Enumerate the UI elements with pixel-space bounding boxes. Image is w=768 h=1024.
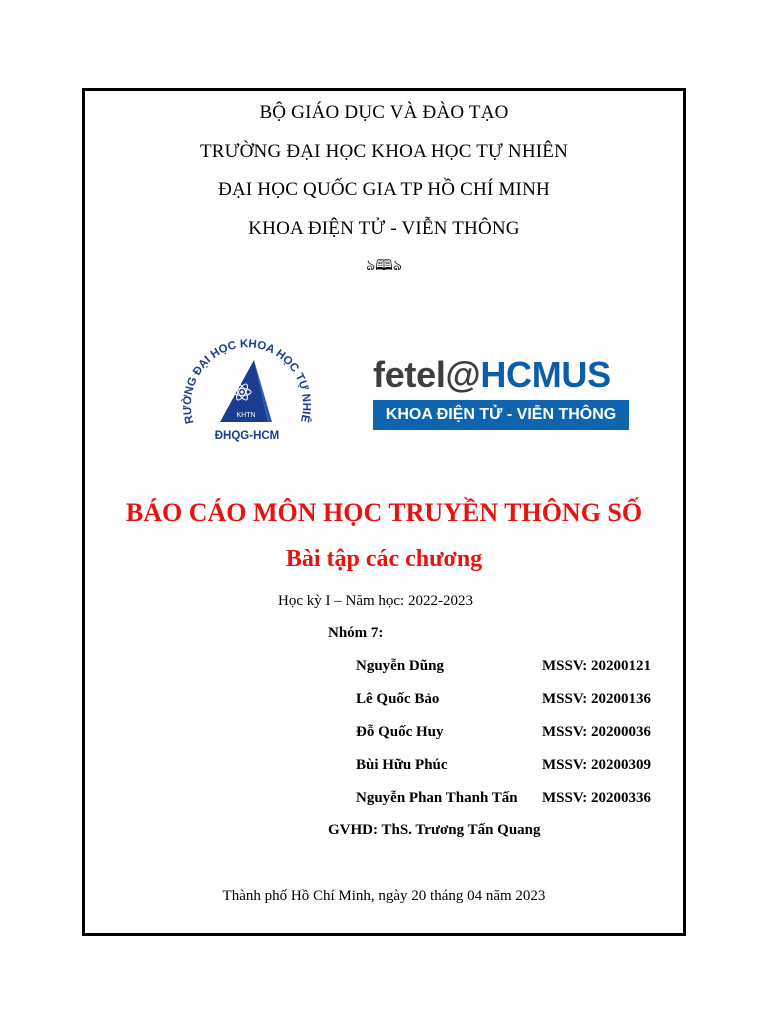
semester-line: Học kỳ I – Năm học: 2022-2023 (278, 593, 473, 609)
fetel-brand (373, 352, 611, 398)
member-name: Nguyễn Phan Thanh Tấn (356, 790, 518, 806)
university-arc-text: RƯỜNG ĐẠI HỌC KHOA HỌC TỰ NHIÊ (181, 338, 313, 425)
member-name: Nguyễn Dũng (356, 658, 444, 674)
fetel-prefix: fetel@ (373, 354, 481, 395)
dhqg-label: ĐHQG-HCM (214, 430, 280, 442)
member-id: MSSV: 20200121 (542, 658, 652, 674)
university-line: TRƯỜNG ĐẠI HỌC KHOA HỌC TỰ NHIÊN (199, 141, 569, 162)
member-name: Đỗ Quốc Huy (356, 724, 444, 740)
member-id: MSSV: 20200309 (542, 757, 652, 773)
group-label: Nhóm 7: (328, 625, 384, 641)
member-name: Lê Quốc Bảo (356, 691, 440, 707)
report-title: BÁO CÁO MÔN HỌC TRUYỀN THÔNG SỐ (125, 498, 643, 527)
member-id: MSSV: 20200136 (542, 691, 652, 707)
national-university-line: ĐẠI HỌC QUỐC GIA TP HỒ CHÍ MINH (218, 179, 550, 200)
university-logo-graphic (172, 326, 322, 456)
fetel-hcmus: HCMUS (480, 354, 611, 395)
report-subtitle: Bài tập các chương (285, 546, 483, 572)
fetel-bar: KHOA ĐIỆN TỬ - VIỄN THÔNG (373, 400, 629, 430)
member-id: MSSV: 20200036 (542, 724, 652, 740)
member-id: MSSV: 20200336 (542, 790, 652, 806)
member-name: Bùi Hữu Phúc (356, 757, 448, 773)
university-logo (172, 326, 322, 456)
ministry-line: BỘ GIÁO DỤC VÀ ĐÀO TẠO (259, 102, 509, 123)
faculty-line: KHOA ĐIỆN TỬ - VIỄN THÔNG (248, 218, 520, 239)
place-date-line: Thành phố Hồ Chí Minh, ngày 20 tháng 04 năm 2023 (222, 888, 546, 904)
book-ornament-icon: ঌ🕮ঌ (366, 256, 402, 274)
fetel-logo (373, 352, 633, 434)
advisor-line: GVHD: ThS. Trương Tấn Quang (328, 822, 541, 838)
khtn-label: KHTN (236, 412, 256, 419)
